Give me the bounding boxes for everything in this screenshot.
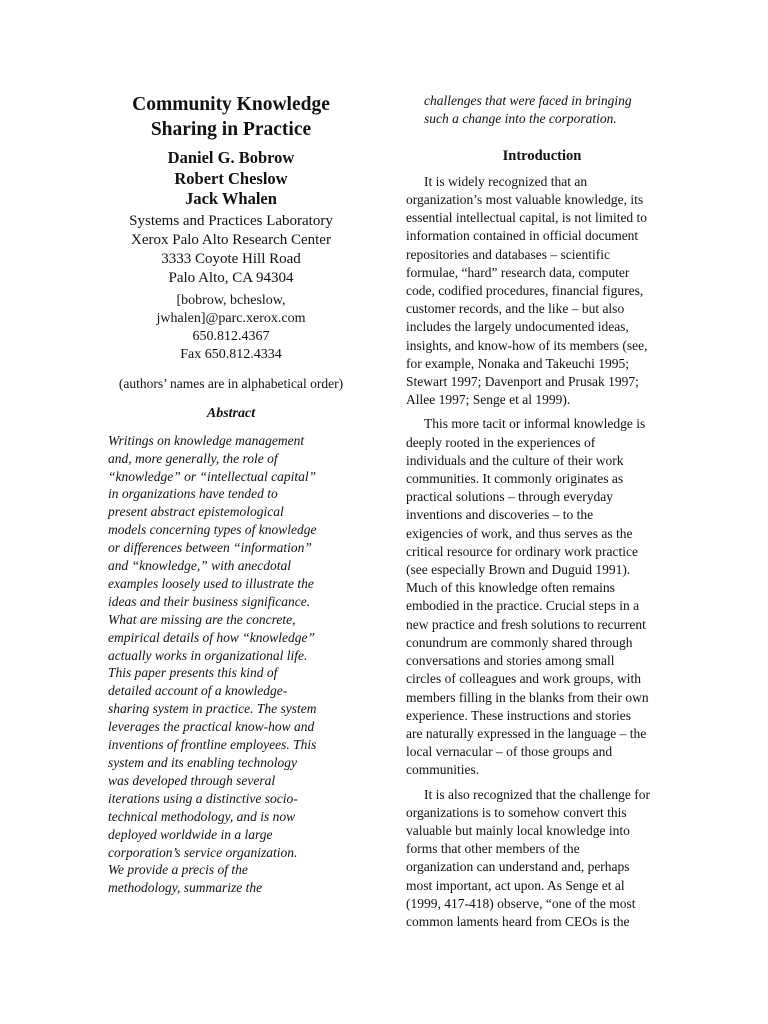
affiliation-line: Xerox Palo Alto Research Center [131,231,331,248]
introduction-paragraph [406,173,678,410]
text-line: ideas and their business significance. [108,593,311,609]
text-line: inventions of frontline employees. This [108,737,317,753]
text-line: code, codified procedures, financial figures, [406,283,644,299]
text-line: iterations using a distinctive socio- [108,790,298,806]
paper-title [100,92,362,142]
affiliation [100,212,362,289]
text-line: insights, and know-how of its members (see, [406,337,648,353]
text-line: examples loosely used to illustrate the [108,575,314,591]
phone-number: 650.812.4367 [192,328,270,344]
text-line: forms that other members of the [406,841,580,857]
text-line: organizations is to somehow convert this [406,804,627,820]
text-line: system and its enabling technology [108,755,297,770]
text-line: sharing system in practice. The system [108,701,317,717]
text-line: communities. It commonly originates as [406,471,624,487]
affiliation-line: Systems and Practices Laboratory [129,212,333,229]
text-line: “knowledge” or “intellectual capital” [108,468,317,484]
text-line: detailed account of a knowledge- [108,683,288,699]
text-line: most important, act upon. As Senge et al [406,877,625,893]
contact-info [100,292,362,364]
text-line: methodology, summarize the [108,880,263,896]
text-line: members filling in the blanks from their own [406,689,649,705]
text-line: includes the largely undocumented ideas, [406,319,629,335]
title-line: Community Knowledge [132,94,330,115]
text-line: formulae, “hard” research data, computer [406,264,630,280]
introduction-heading: Introduction [502,147,582,164]
introduction-body [406,173,678,931]
text-line: exigencies of work, and thus serves as the [406,525,633,541]
text-line: corporation’s service organization. [108,844,298,860]
text-line: in organizations have tended to [108,486,278,502]
text-line: embodied in the practice. Crucial steps in a [406,598,640,614]
text-line: common laments heard from CEOs is the [406,913,630,929]
text-line: practical solutions – through everyday [406,489,613,505]
text-line: organization’s most valuable knowledge, its [406,192,644,208]
text-line: experience. These instructions and stories [406,707,632,723]
text-line: are naturally expressed in the language – the [406,725,647,741]
text-line: technical methodology, and is now [108,808,296,824]
text-line: local vernacular – of those groups and [406,744,613,760]
text-line: or differences between “information” [108,540,312,556]
text-line: What are missing are the concrete, [108,611,296,627]
abstract-heading: Abstract [206,405,256,421]
text-line: information contained in official document [406,228,639,244]
text-line: models concerning types of knowledge [108,522,317,538]
email-line: jwhalen]@parc.xerox.com [156,310,306,326]
introduction-paragraph [406,415,678,779]
text-line: inventions and discoveries – to the [406,507,594,523]
text-line: conundrum are commonly shared through [406,634,633,650]
text-line: for example, Nonaka and Takeuchi 1995; [406,355,629,371]
abstract-continuation [406,92,678,128]
abstract-body [100,432,362,898]
author-order-note: (authors’ names are in alphabetical order) [118,375,344,391]
text-line: organization can understand and, perhaps [406,859,630,875]
author-list [100,148,362,210]
text-line: individuals and the culture of their work [406,452,624,468]
text-line: It is widely recognized that an [424,173,588,189]
text-line: leverages the practical know-how and [108,719,315,735]
text-line: This more tacit or informal knowledge is [424,416,646,432]
text-line: and, more generally, the role of [108,450,278,466]
text-line: Much of this knowledge often remains [406,580,615,596]
email-line: [bobrow, bcheslow, [176,292,286,308]
text-line: empirical details of how “knowledge” [108,629,315,645]
text-line: conversations and stories among small [406,653,615,669]
text-line: actually works in organizational life. [108,647,308,663]
text-line: such a change into the corporation. [424,110,617,126]
fax-number: Fax 650.812.4334 [180,346,282,362]
text-line: new practice and fresh solutions to recurrent [406,616,646,632]
introduction-paragraph [406,786,678,932]
text-line: It is also recognized that the challenge for [424,786,651,802]
text-line: present abstract epistemological [108,504,284,520]
text-line: We provide a precis of the [108,862,248,878]
affiliation-line: Palo Alto, CA 94304 [168,270,294,287]
left-column [100,92,362,897]
text-line: valuable but mainly local knowledge into [406,822,630,838]
text-line: deployed worldwide in a large [108,826,273,842]
right-column [406,92,678,937]
affiliation-line: 3333 Coyote Hill Road [161,251,301,268]
text-line: was developed through several [108,772,276,788]
text-line: (1999, 417-418) observe, “one of the most [406,895,636,911]
text-line: communities. [406,762,480,778]
text-line: circles of colleagues and work groups, with [406,671,642,687]
title-line: Sharing in Practice [150,119,312,140]
text-line: challenges that were faced in bringing [424,93,632,108]
text-line: critical resource for ordinary work practice [406,543,639,559]
text-line: (see especially Brown and Duguid 1991). [406,562,631,578]
text-line: Writings on knowledge management [108,432,305,448]
text-line: Stewart 1997; Davenport and Prusak 1997; [406,374,639,390]
text-line: repositories and databases – scientific [406,246,610,262]
author-name: Jack Whalen [185,189,277,208]
text-line: and “knowledge,” with anecdotal [108,558,291,574]
text-line: customer records, and the like – but also [406,301,625,317]
text-line: Allee 1997; Senge et al 1999). [406,392,571,408]
author-name: Daniel G. Bobrow [167,148,295,167]
text-line: This paper presents this kind of [108,665,278,681]
text-line: essential intellectual capital, is not limited to [406,210,648,226]
author-name: Robert Cheslow [174,168,288,188]
text-line: deeply rooted in the experiences of [406,434,596,450]
